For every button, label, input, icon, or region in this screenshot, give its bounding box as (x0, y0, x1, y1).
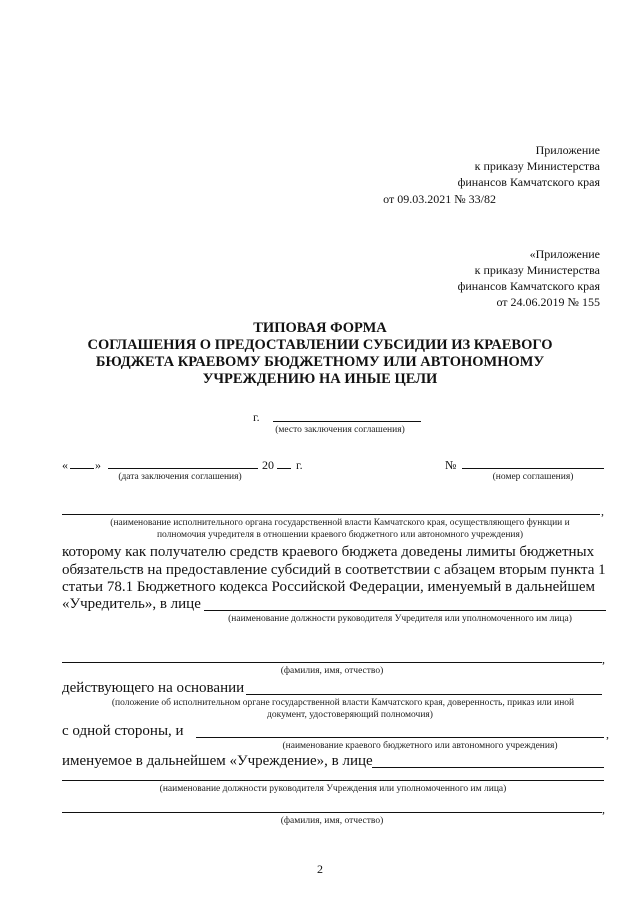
institution-head-field[interactable] (372, 767, 604, 768)
appendix-line-3: финансов Камчатского края (457, 175, 600, 189)
date-year-suffix: г. (296, 458, 303, 472)
founder-position-field[interactable] (204, 610, 606, 611)
founder-position-caption: (наименование должности руководителя Учредителя или уполномоченного им лица) (228, 614, 572, 624)
basis-document-field[interactable] (246, 694, 602, 695)
one-side-label: с одной стороны, и (62, 723, 184, 739)
appendix2-line-2: к приказу Министерства (474, 263, 600, 277)
institution-fio-field[interactable] (62, 812, 602, 813)
title-line-3: БЮДЖЕТА КРАЕВОМУ БЮДЖЕТНОМУ ИЛИ АВТОНОМНОМУ (95, 354, 545, 370)
place-field[interactable] (273, 421, 421, 422)
place-caption: (место заключения соглашения) (275, 425, 405, 435)
institution-position-field[interactable] (62, 780, 604, 781)
date-day-field[interactable] (70, 468, 94, 469)
founder-fio-field[interactable] (62, 662, 602, 663)
number-caption: (номер соглашения) (492, 472, 574, 482)
title-line-1: ТИПОВАЯ ФОРМА (253, 320, 387, 336)
comma: , (601, 504, 604, 518)
appendix2-line-1: «Приложение (529, 247, 600, 261)
comma: , (602, 652, 605, 666)
appendix-line-2: к приказу Министерства (474, 159, 600, 173)
executor-caption-2: полномочия учредителя в отношении краевого бюджетного или автономного учреждения) (156, 530, 524, 540)
appendix-line-1: Приложение (535, 143, 600, 157)
body-line-4: «Учредитель», в лице (62, 596, 201, 612)
title-line-4: УЧРЕЖДЕНИЮ НА ИНЫЕ ЦЕЛИ (202, 371, 438, 387)
acting-basis-label: действующего на основании (62, 680, 245, 696)
executor-caption-1: (наименование исполнительного органа государственной власти Камчатского края, осуществляющего функции и (110, 518, 570, 528)
appendix2-line-3: финансов Камчатского края (457, 279, 600, 293)
date-quote-open: « (62, 458, 68, 472)
appendix-date-number: от 09.03.2021 № 33/82 (383, 192, 496, 206)
hereinafter-institution: именуемое в дальнейшем «Учреждение», в лице (62, 753, 373, 769)
title-line-2: СОГЛАШЕНИЯ О ПРЕДОСТАВЛЕНИИ СУБСИДИИ ИЗ КРАЕВОГО (87, 337, 553, 353)
basis-caption-1: (положение об исполнительном органе государственной власти Камчатского края, доверенность, приказ или иной (111, 698, 575, 708)
appendix2-date-number: от 24.06.2019 № 155 (496, 295, 600, 309)
executor-field[interactable] (62, 514, 600, 515)
date-year-field[interactable] (277, 468, 291, 469)
page-number: 2 (317, 862, 323, 876)
agreement-number-field[interactable] (462, 468, 604, 469)
comma: , (606, 727, 609, 741)
comma: , (602, 802, 605, 816)
body-line-3: статьи 78.1 Бюджетного кодекса Российской Федерации, именуемый в дальнейшем (62, 579, 596, 595)
body-line-1: которому как получателю средств краевого бюджета доведены лимиты бюджетных (62, 544, 595, 560)
date-quote-close: » (95, 458, 101, 472)
date-year-prefix: 20 (262, 458, 274, 472)
basis-caption-2: документ, удостоверяющий полномочия) (267, 710, 433, 720)
fio-caption: (фамилия, имя, отчество) (280, 666, 384, 676)
institution-position-caption: (наименование должности руководителя Учреждения или уполномоченного им лица) (159, 784, 507, 794)
institution-caption: (наименование краевого бюджетного или автономного учреждения) (282, 741, 558, 751)
fio-caption-2: (фамилия, имя, отчество) (280, 816, 384, 826)
date-caption: (дата заключения соглашения) (118, 472, 242, 482)
place-prefix: г. (253, 410, 260, 424)
body-line-2: обязательств на предоставление субсидий в соответствии с абзацем вторым пункта 1 (62, 562, 606, 578)
number-sign: № (445, 458, 457, 472)
institution-field[interactable] (196, 737, 604, 738)
date-month-field[interactable] (108, 468, 258, 469)
